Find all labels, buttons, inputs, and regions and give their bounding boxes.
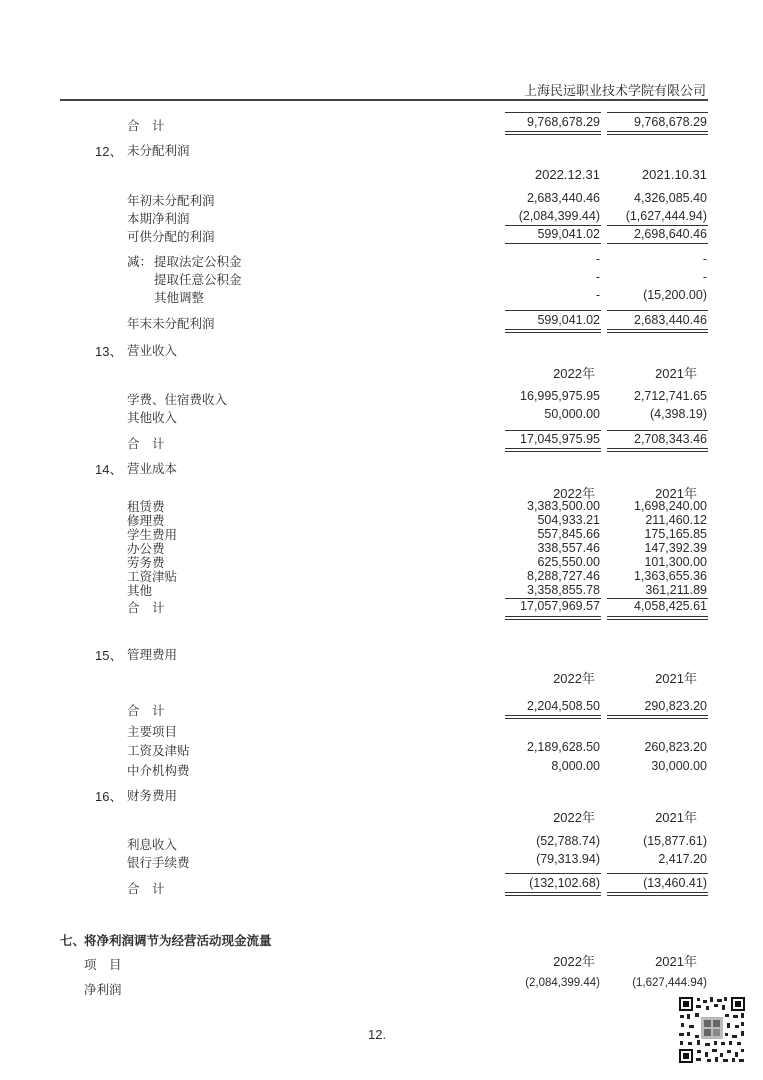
row-label: 办公费 xyxy=(127,541,165,556)
section-number: 16、 xyxy=(95,789,123,804)
double-rule xyxy=(607,715,708,719)
value-2021: 2,417.20 xyxy=(658,852,707,866)
column-header: 2022年 xyxy=(553,810,595,825)
rule xyxy=(607,112,708,113)
column-header: 2021年 xyxy=(655,954,697,969)
column-header: 2021.10.31 xyxy=(641,167,707,182)
value-2021: 290,823.20 xyxy=(644,699,707,713)
row-label: 工资津贴 xyxy=(127,569,178,584)
value-2021: 361,211.89 xyxy=(645,583,707,597)
double-rule xyxy=(607,448,708,452)
value-2021: 1,363,655.36 xyxy=(634,569,707,583)
value-2022: (2,084,399.44) xyxy=(525,977,600,989)
value-2022: 599,041.02 xyxy=(537,313,600,327)
column-header: 2021年 xyxy=(655,810,697,825)
value-2022: - xyxy=(595,252,600,266)
section-number: 13、 xyxy=(95,344,123,359)
value-2022: (52,788.74) xyxy=(536,834,600,848)
section-number: 14、 xyxy=(95,462,123,477)
rule xyxy=(505,112,601,113)
double-rule xyxy=(607,892,708,896)
value-2021: 1,698,240.00 xyxy=(634,499,707,513)
row-label: 提取法定公积金 xyxy=(154,254,242,269)
section-title: 管理费用 xyxy=(127,647,178,662)
page-number: 12. xyxy=(368,1027,387,1042)
value-2022: 9,768,678.29 xyxy=(527,115,600,129)
value-2022: 625,550.00 xyxy=(537,555,600,569)
value-2022: - xyxy=(595,270,600,284)
value-2021: 30,000.00 xyxy=(651,759,707,773)
double-rule xyxy=(505,329,601,333)
value-2021: 101,300.00 xyxy=(644,555,707,569)
value-2021: (13,460.41) xyxy=(643,876,707,890)
row-label: 其他调整 xyxy=(154,290,205,305)
value-2022: - xyxy=(595,288,600,302)
row-label: 合 计 xyxy=(127,600,165,615)
column-header: 2022年 xyxy=(553,366,595,381)
row-label: 合 计 xyxy=(127,436,165,451)
section-title: 营业收入 xyxy=(127,343,178,358)
value-2021: 260,823.20 xyxy=(644,740,707,754)
row-label: 银行手续费 xyxy=(127,855,190,870)
value-2022: 338,557.46 xyxy=(537,541,600,555)
double-rule xyxy=(607,131,708,135)
value-2021: 2,712,741.65 xyxy=(634,389,707,403)
value-2021: (1,627,444.94) xyxy=(632,977,707,989)
value-2022: (79,313.94) xyxy=(536,852,600,866)
value-2022: (2,084,399.44) xyxy=(518,209,600,223)
value-2022: 2,204,508.50 xyxy=(527,699,600,713)
value-2022: 16,995,975.95 xyxy=(520,389,600,403)
row-label: 年末未分配利润 xyxy=(127,316,215,331)
double-rule xyxy=(505,448,601,452)
row-label: 学费、住宿费收入 xyxy=(127,392,228,407)
row-label: 其他收入 xyxy=(127,410,178,425)
value-2021: - xyxy=(702,252,707,266)
column-header: 2022年 xyxy=(553,486,595,501)
row-label: 中介机构费 xyxy=(127,763,190,778)
column-header: 2022.12.31 xyxy=(534,167,600,182)
column-header: 2021年 xyxy=(655,671,697,686)
value-2022: 504,933.21 xyxy=(537,513,600,527)
column-header: 2021年 xyxy=(655,366,697,381)
section-number: 12、 xyxy=(95,144,123,159)
double-rule xyxy=(607,329,708,333)
section-number: 七、 xyxy=(60,933,86,948)
row-label: 净利润 xyxy=(84,982,122,997)
value-2021: 2,698,640.46 xyxy=(634,227,707,241)
double-rule xyxy=(505,131,601,135)
section-title: 将净利润调节为经营活动现金流量 xyxy=(84,933,272,948)
column-header: 2022年 xyxy=(553,671,595,686)
value-2021: 2,708,343.46 xyxy=(634,432,707,446)
value-2022: 8,000.00 xyxy=(551,759,600,773)
row-label: 合 计 xyxy=(127,703,165,718)
value-2021: 4,058,425.61 xyxy=(634,599,707,613)
row-label: 其他 xyxy=(127,583,153,598)
rule xyxy=(505,430,601,431)
row-label: 租赁费 xyxy=(127,499,165,514)
rule xyxy=(607,873,708,874)
value-2022: 17,045,975.95 xyxy=(520,432,600,446)
value-2022: 50,000.00 xyxy=(544,407,600,421)
row-label: 修理费 xyxy=(127,513,165,528)
value-2021: (15,877.61) xyxy=(643,834,707,848)
value-2022: 3,383,500.00 xyxy=(527,499,600,513)
value-2022: 8,288,727.46 xyxy=(527,569,600,583)
rule xyxy=(505,310,601,311)
section-title: 财务费用 xyxy=(127,788,178,803)
value-2022: (132,102.68) xyxy=(529,876,600,890)
section-title: 营业成本 xyxy=(127,461,178,476)
value-2021: - xyxy=(702,270,707,284)
value-2021: 175,165.85 xyxy=(644,527,707,541)
less-prefix: 减： xyxy=(127,254,153,269)
rule xyxy=(607,243,708,244)
column-header: 2021年 xyxy=(655,486,697,501)
value-2021: 211,460.12 xyxy=(645,513,707,527)
value-2021: (4,398.19) xyxy=(650,407,707,421)
value-2021: 2,683,440.46 xyxy=(634,313,707,327)
rule xyxy=(607,225,708,226)
row-label: 劳务费 xyxy=(127,555,165,570)
row-label: 利息收入 xyxy=(127,837,178,852)
value-2021: 9,768,678.29 xyxy=(634,115,707,129)
double-rule xyxy=(505,715,601,719)
value-2022: 599,041.02 xyxy=(537,227,600,241)
sub-heading: 主要项目 xyxy=(127,724,178,739)
row-label: 提取任意公积金 xyxy=(154,272,242,287)
row-label: 学生费用 xyxy=(127,527,178,542)
header-rule xyxy=(60,99,708,101)
company-name: 上海民远职业技术学院有限公司 xyxy=(523,84,706,99)
rule xyxy=(505,243,601,244)
item-label: 项 目 xyxy=(84,957,122,972)
column-header: 2022年 xyxy=(553,954,595,969)
double-rule xyxy=(505,892,601,896)
rule xyxy=(505,873,601,874)
value-2022: 2,683,440.46 xyxy=(527,191,600,205)
row-label: 工资及津贴 xyxy=(127,743,190,758)
row-label: 本期净利润 xyxy=(127,211,190,226)
value-2022: 2,189,628.50 xyxy=(527,740,600,754)
section-title: 未分配利润 xyxy=(127,143,190,158)
value-2022: 3,358,855.78 xyxy=(527,583,600,597)
row-label: 可供分配的利润 xyxy=(127,229,215,244)
row-label: 合 计 xyxy=(127,118,165,133)
value-2021: 147,392.39 xyxy=(644,541,707,555)
value-2021: 4,326,085.40 xyxy=(634,191,707,205)
value-2022: 17,057,969.57 xyxy=(520,599,600,613)
double-rule xyxy=(607,616,708,620)
double-rule xyxy=(505,616,601,620)
section-number: 15、 xyxy=(95,648,123,663)
rule xyxy=(607,310,708,311)
row-label: 合 计 xyxy=(127,881,165,896)
value-2021: (1,627,444.94) xyxy=(625,209,707,223)
rule xyxy=(505,225,601,226)
qr-code-icon xyxy=(677,995,747,1065)
value-2021: (15,200.00) xyxy=(643,288,707,302)
row-label: 年初未分配利润 xyxy=(127,193,215,208)
rule xyxy=(607,430,708,431)
value-2022: 557,845.66 xyxy=(537,527,600,541)
